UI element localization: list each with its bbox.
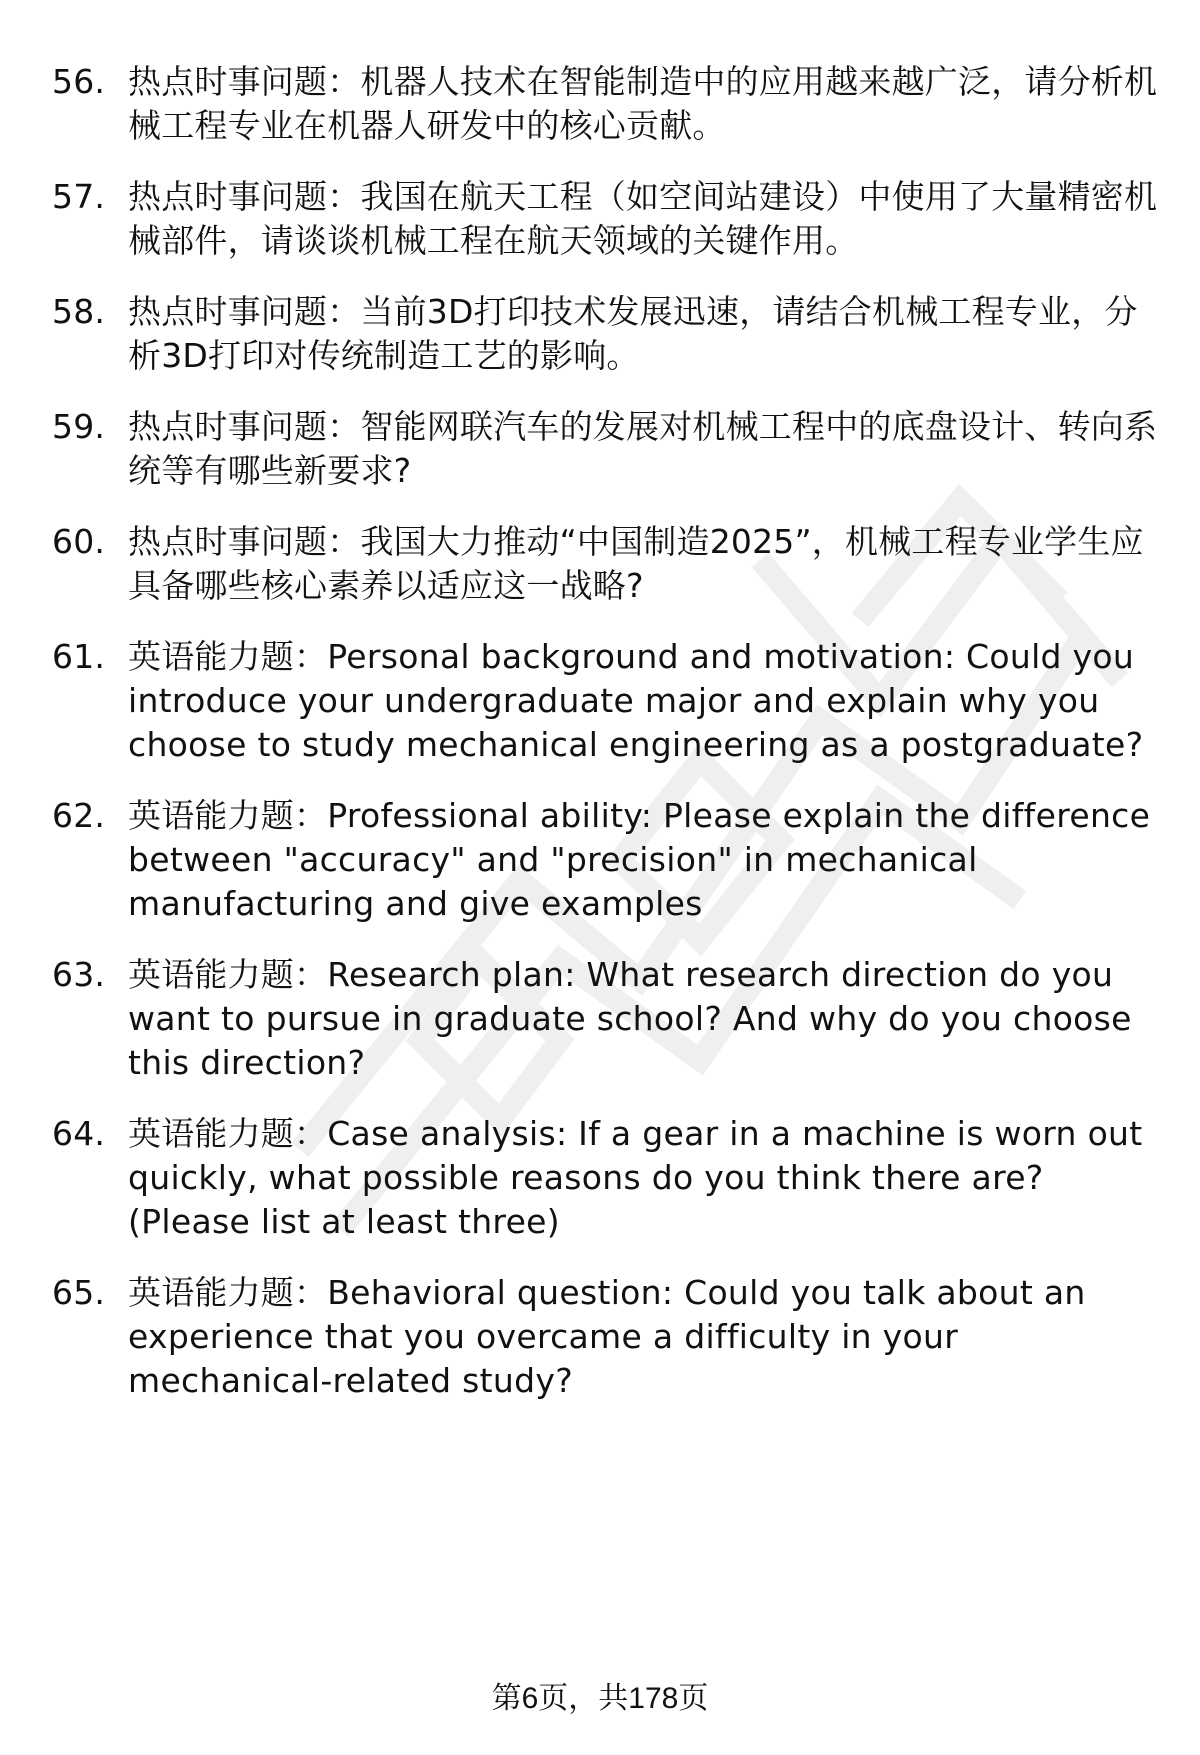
question-category: 英语能力题：: [128, 637, 328, 676]
question-body: [128, 953, 1162, 1085]
question-body: [128, 290, 1162, 378]
question-number: 58.: [52, 292, 106, 331]
question-number: 62.: [52, 796, 106, 835]
question-body: [128, 1112, 1162, 1244]
question-item: [52, 290, 1162, 378]
question-text: Behavioral question: Could you talk about an experience that you overcame a difficulty in your mechanical-related study?: [128, 1273, 1086, 1400]
question-text: 当前3D打印技术发展迅速，请结合机械工程专业，分析3D打印对传统制造工艺的影响。: [128, 292, 1138, 375]
question-number: 60.: [52, 522, 106, 561]
question-number: 63.: [52, 955, 106, 994]
question-category: 热点时事问题：: [128, 62, 361, 101]
question-text: 我国在航天工程（如空间站建设）中使用了大量精密机械部件，请谈谈机械工程在航天领域的关键作用。: [128, 177, 1158, 260]
page-footer: [0, 1679, 1200, 1719]
question-number: 64.: [52, 1114, 106, 1153]
question-text: 我国大力推动“中国制造2025”，机械工程专业学生应具备哪些核心素养以适应这一战略?: [128, 522, 1144, 605]
question-number: 61.: [52, 637, 106, 676]
question-category: 英语能力题：: [128, 796, 328, 835]
question-text: 机器人技术在智能制造中的应用越来越广泛，请分析机械工程专业在机器人研发中的核心贡献。: [128, 62, 1158, 145]
question-item: [52, 794, 1162, 926]
question-body: [128, 60, 1162, 148]
question-list: [52, 60, 1162, 1430]
question-item: [52, 60, 1162, 148]
question-category: 热点时事问题：: [128, 177, 361, 216]
question-category: 热点时事问题：: [128, 522, 361, 561]
question-number: 56.: [52, 62, 106, 101]
question-category: 英语能力题：: [128, 1273, 328, 1312]
question-text: Case analysis: If a gear in a machine is worn out quickly, what possible reasons do you think there are? (Please list at least three): [128, 1114, 1143, 1241]
question-category: 英语能力题：: [128, 1114, 328, 1153]
question-item: [52, 175, 1162, 263]
question-body: [128, 794, 1162, 926]
question-item: [52, 1271, 1162, 1403]
question-category: 热点时事问题：: [128, 292, 361, 331]
question-body: [128, 635, 1162, 767]
question-number: 65.: [52, 1273, 106, 1312]
question-text: 智能网联汽车的发展对机械工程中的底盘设计、转向系统等有哪些新要求?: [128, 407, 1158, 490]
question-body: [128, 520, 1162, 608]
question-number: 57.: [52, 177, 106, 216]
question-number: 59.: [52, 407, 106, 446]
question-item: [52, 405, 1162, 493]
question-item: [52, 635, 1162, 767]
question-category: 热点时事问题：: [128, 407, 361, 446]
question-body: [128, 405, 1162, 493]
question-item: [52, 520, 1162, 608]
question-item: [52, 953, 1162, 1085]
question-body: [128, 175, 1162, 263]
question-text: Research plan: What research direction do you want to pursue in graduate school? And why do you choose this direction?: [128, 955, 1132, 1082]
question-body: [128, 1271, 1162, 1403]
question-item: [52, 1112, 1162, 1244]
page-indicator: 第6页，共178页: [491, 1682, 709, 1715]
question-text: Professional ability: Please explain the difference between "accuracy" and "precision" in mechanical manufacturing and give examples: [128, 796, 1151, 923]
question-text: Personal background and motivation: Could you introduce your undergraduate major and explain why you choose to study mechanical engineering as a postgraduate?: [128, 637, 1144, 764]
question-category: 英语能力题：: [128, 955, 328, 994]
